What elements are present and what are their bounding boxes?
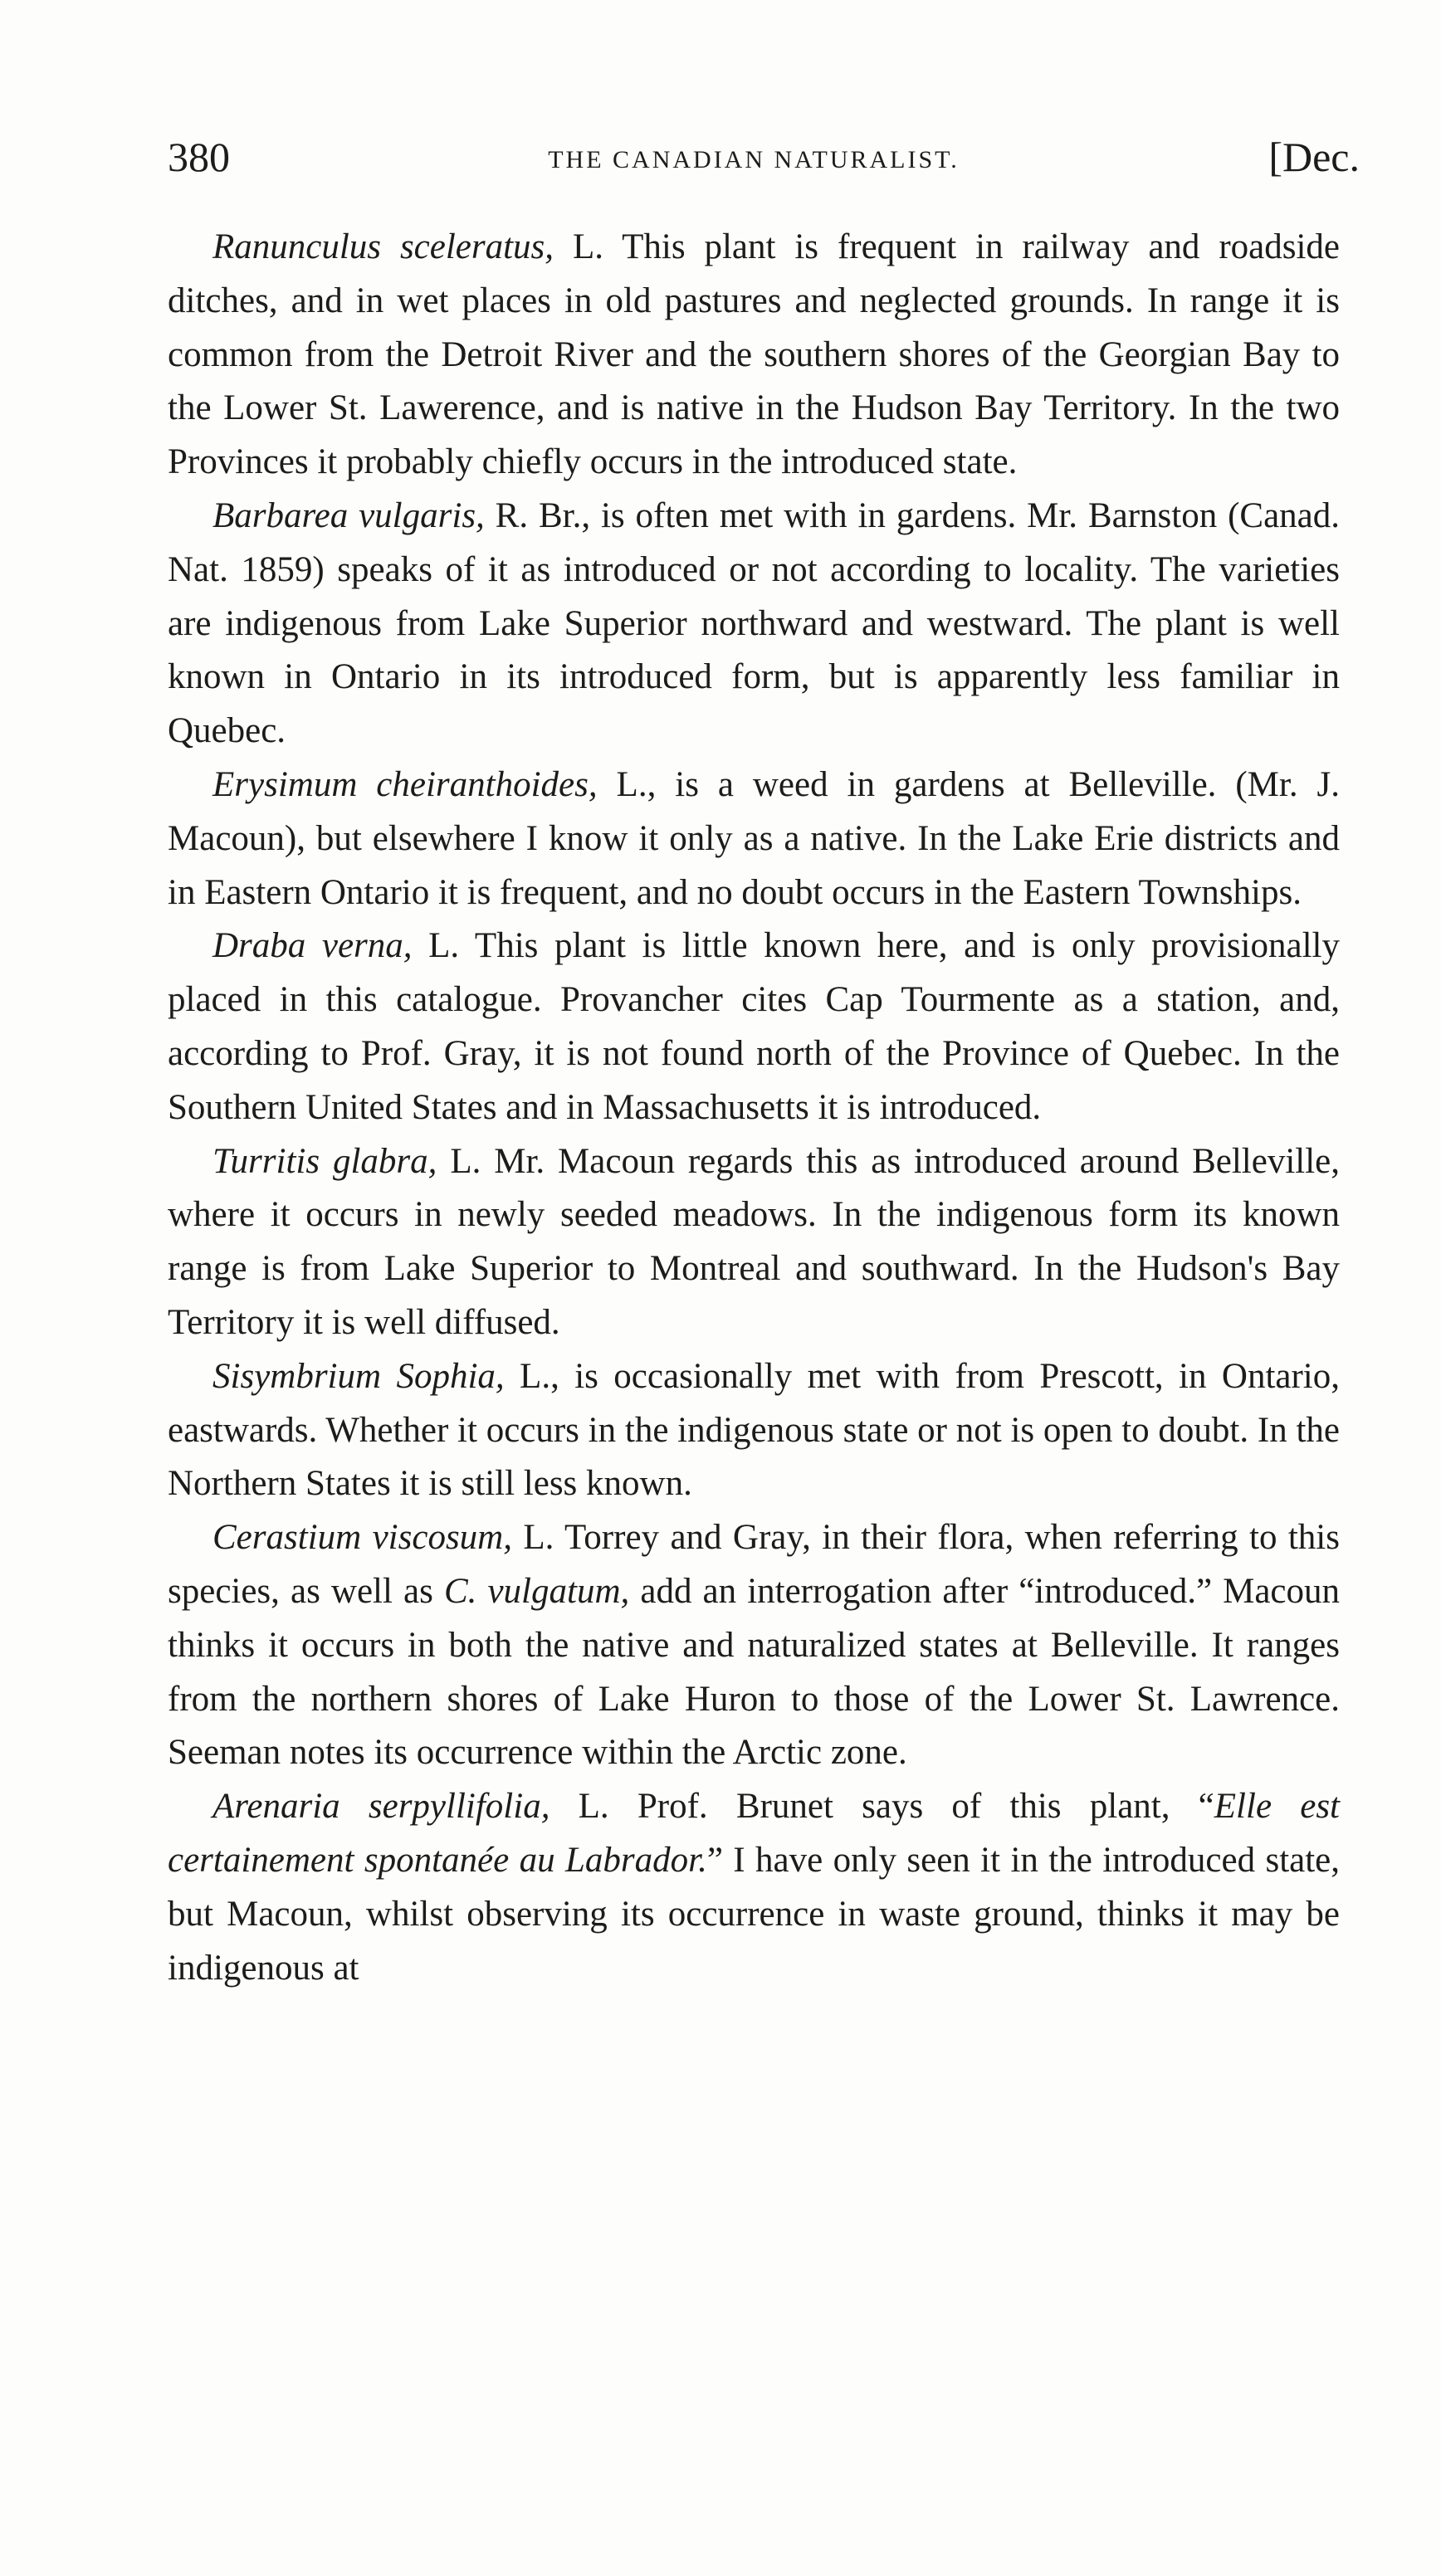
- species-name: Erysimum cheiranthoides,: [212, 764, 598, 804]
- french-quotation: Elle est certainement spontanée au Labrador.: [168, 1787, 1340, 1880]
- paragraph-text: L. This plant is frequent in railway and roadside ditches, and in wet places in old pastures and neglected grounds. In range it is common from the Detroit River and the southern shores of the Georgian Bay to the Lower St. Lawerence, and is native in the Hudson Bay Territory. In the two Provinces it probably chiefly occurs in the introduced state.: [168, 227, 1340, 482]
- species-name: Draba verna,: [212, 926, 413, 966]
- species-reference: C. vulgatum,: [443, 1571, 630, 1611]
- paragraph-sisymbrium: [168, 1350, 1340, 1511]
- paragraph-text: L. This plant is little known here, and is only provisionally placed in this catalogue. Provancher cites Cap Tourmente as a station, and, according to Prof. Gray, it is not found north of the Province of Quebec. In the Southern United States and in Massachusetts it is introduced.: [168, 926, 1340, 1127]
- paragraph-text: L. Mr. Macoun regards this as introduced around Belleville, where it occurs in newly seeded meadows. In the indigenous form its known range is from Lake Superior to Montreal and southward. In the Hudson's Bay Territory it is well diffused.: [168, 1141, 1341, 1342]
- paragraph-text: L. Prof. Brunet says of this plant, “: [550, 1787, 1214, 1827]
- page-number: 380: [168, 134, 230, 180]
- paragraph-text: add an interrogation after “introduced.” Macoun thinks it occurs in both the native and naturalized states at Belleville. It ranges from the northern shores of Lake Huron to those of the Lower St. Lawrence. Seeman notes its occurrence within the Arctic zone.: [168, 1571, 1341, 1773]
- species-name: Sisymbrium Sophia,: [212, 1356, 505, 1396]
- species-name: Arenaria serpyllifolia,: [212, 1787, 550, 1827]
- paragraph-text: ” I have only seen it in the introduced state, but Macoun, whilst observing its occurrence in waste ground, thinks it may be indigenous at: [168, 1840, 1341, 1988]
- species-name: Turritis glabra,: [212, 1141, 437, 1181]
- paragraph-erysimum: [168, 759, 1340, 920]
- paragraph-arenaria: [168, 1780, 1340, 1995]
- running-title: THE CANADIAN NATURALIST.: [548, 146, 960, 173]
- paragraph-text: L., is occasionally met with from Prescott, in Ontario, eastwards. Whether it occurs in the indigenous state or not is open to doubt. In the Northern States it is still less known.: [168, 1356, 1340, 1504]
- paragraph-turritis: [168, 1135, 1340, 1350]
- paragraph-draba: [168, 920, 1340, 1134]
- book-page: [168, 124, 1360, 1995]
- paragraph-cerastium: [168, 1511, 1340, 1780]
- paragraph-text: L., is a weed in gardens at Belleville. (Mr. J. Macoun), but elsewhere I know it only as a native. In the Lake Erie districts and in Eastern Ontario it is frequent, and no doubt occurs in the Eastern Townships.: [168, 764, 1341, 912]
- header-date-mark: [Dec.: [1268, 134, 1360, 180]
- paragraph-text: L. Torrey and Gray, in their flora, when referring to this species, as well as: [168, 1518, 1340, 1611]
- species-name: Cerastium viscosum,: [212, 1518, 512, 1558]
- species-name: Ranunculus sceleratus,: [212, 227, 554, 266]
- paragraph-text: R. Br., is often met with in gardens. Mr. Barnston (Canad. Nat. 1859) speaks of it as introduced or not according to locality. The varieties are indigenous from Lake Superior northward and westward. The plant is well known in Ontario in its introduced form, but is apparently less familiar in Quebec.: [168, 495, 1340, 751]
- body-text: [168, 221, 1340, 1995]
- paragraph-barbarea: [168, 490, 1340, 759]
- page-header: [168, 124, 1360, 199]
- paragraph-ranunculus: [168, 221, 1340, 490]
- species-name: Barbarea vulgaris,: [212, 495, 485, 535]
